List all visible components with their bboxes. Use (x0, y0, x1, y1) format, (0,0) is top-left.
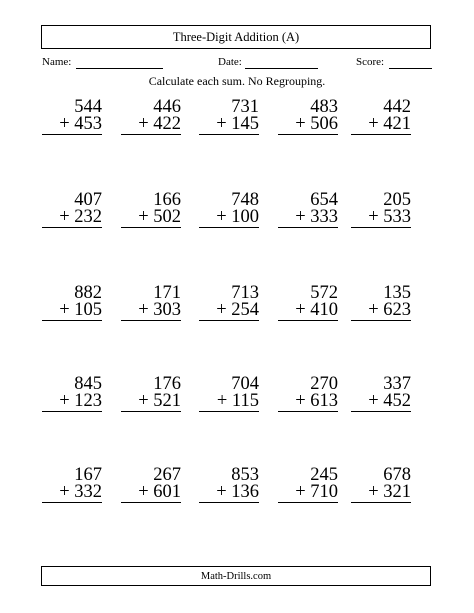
addend-bottom: + 623 (351, 302, 411, 321)
addend-top: 407 (74, 190, 102, 210)
addition-problem (199, 467, 259, 503)
addend-top: 731 (231, 97, 259, 117)
date-field[interactable] (245, 68, 318, 69)
date-label: Date: (218, 56, 242, 68)
addition-problem (278, 376, 338, 412)
addend-top: 166 (153, 190, 181, 210)
addition-problem (278, 192, 338, 228)
addend-bottom: + 303 (121, 302, 181, 321)
addend-top: 442 (383, 97, 411, 117)
addend-bottom: + 533 (351, 209, 411, 228)
addition-problem (199, 99, 259, 135)
addend-top: 704 (231, 374, 259, 394)
addend-top: 483 (310, 97, 338, 117)
addition-problem (351, 192, 411, 228)
addend-bottom: + 506 (278, 116, 338, 135)
addend-bottom: + 502 (121, 209, 181, 228)
addend-bottom: + 321 (351, 484, 411, 503)
addend-bottom: + 105 (42, 302, 102, 321)
addend-bottom: + 145 (199, 116, 259, 135)
footer-box (41, 566, 431, 586)
addition-problem (42, 376, 102, 412)
addend-bottom: + 521 (121, 393, 181, 412)
addend-bottom: + 422 (121, 116, 181, 135)
addend-bottom: + 333 (278, 209, 338, 228)
addend-bottom: + 332 (42, 484, 102, 503)
addend-top: 337 (383, 374, 411, 394)
addend-bottom: + 452 (351, 393, 411, 412)
addend-top: 748 (231, 190, 259, 210)
addend-top: 446 (153, 97, 181, 117)
addend-top: 713 (231, 283, 259, 303)
addition-problem (42, 467, 102, 503)
addition-problem (199, 192, 259, 228)
instructions: Calculate each sum. No Regrouping. (148, 74, 326, 88)
addition-problem (42, 285, 102, 321)
addend-top: 270 (310, 374, 338, 394)
addition-problem (42, 99, 102, 135)
addition-problem (351, 467, 411, 503)
addition-problem (278, 99, 338, 135)
addition-problem (121, 285, 181, 321)
addition-problem (121, 376, 181, 412)
addition-problem (121, 467, 181, 503)
addition-problem (121, 99, 181, 135)
addend-bottom: + 254 (199, 302, 259, 321)
addend-top: 853 (231, 465, 259, 485)
addend-top: 572 (310, 283, 338, 303)
addend-bottom: + 613 (278, 393, 338, 412)
addend-top: 167 (74, 465, 102, 485)
worksheet-title: Three-Digit Addition (A) (172, 29, 300, 44)
addend-bottom: + 601 (121, 484, 181, 503)
score-label: Score: (356, 56, 385, 68)
name-label: Name: (42, 56, 72, 68)
name-field[interactable] (76, 68, 163, 69)
addend-top: 845 (74, 374, 102, 394)
addend-top: 544 (74, 97, 102, 117)
addend-bottom: + 136 (199, 484, 259, 503)
addend-bottom: + 410 (278, 302, 338, 321)
addition-problem (278, 285, 338, 321)
worksheet-title-box (41, 25, 431, 49)
addend-bottom: + 421 (351, 116, 411, 135)
addend-top: 176 (153, 374, 181, 394)
footer-text: Math-Drills.com (200, 570, 272, 582)
addition-problem (199, 376, 259, 412)
addend-top: 135 (383, 283, 411, 303)
addend-top: 267 (153, 465, 181, 485)
addition-problem (42, 192, 102, 228)
addend-top: 205 (383, 190, 411, 210)
addend-top: 882 (74, 283, 102, 303)
score-field[interactable] (389, 68, 432, 69)
addition-problem (199, 285, 259, 321)
addend-bottom: + 115 (199, 393, 259, 412)
addend-bottom: + 453 (42, 116, 102, 135)
addend-bottom: + 710 (278, 484, 338, 503)
addition-problem (351, 376, 411, 412)
addend-bottom: + 232 (42, 209, 102, 228)
info-row (0, 56, 474, 72)
addend-top: 171 (153, 283, 181, 303)
addition-problem (351, 285, 411, 321)
addend-top: 654 (310, 190, 338, 210)
addend-top: 678 (383, 465, 411, 485)
addend-top: 245 (310, 465, 338, 485)
addend-bottom: + 100 (199, 209, 259, 228)
addend-bottom: + 123 (42, 393, 102, 412)
addition-problem (278, 467, 338, 503)
addition-problem (351, 99, 411, 135)
addition-problem (121, 192, 181, 228)
